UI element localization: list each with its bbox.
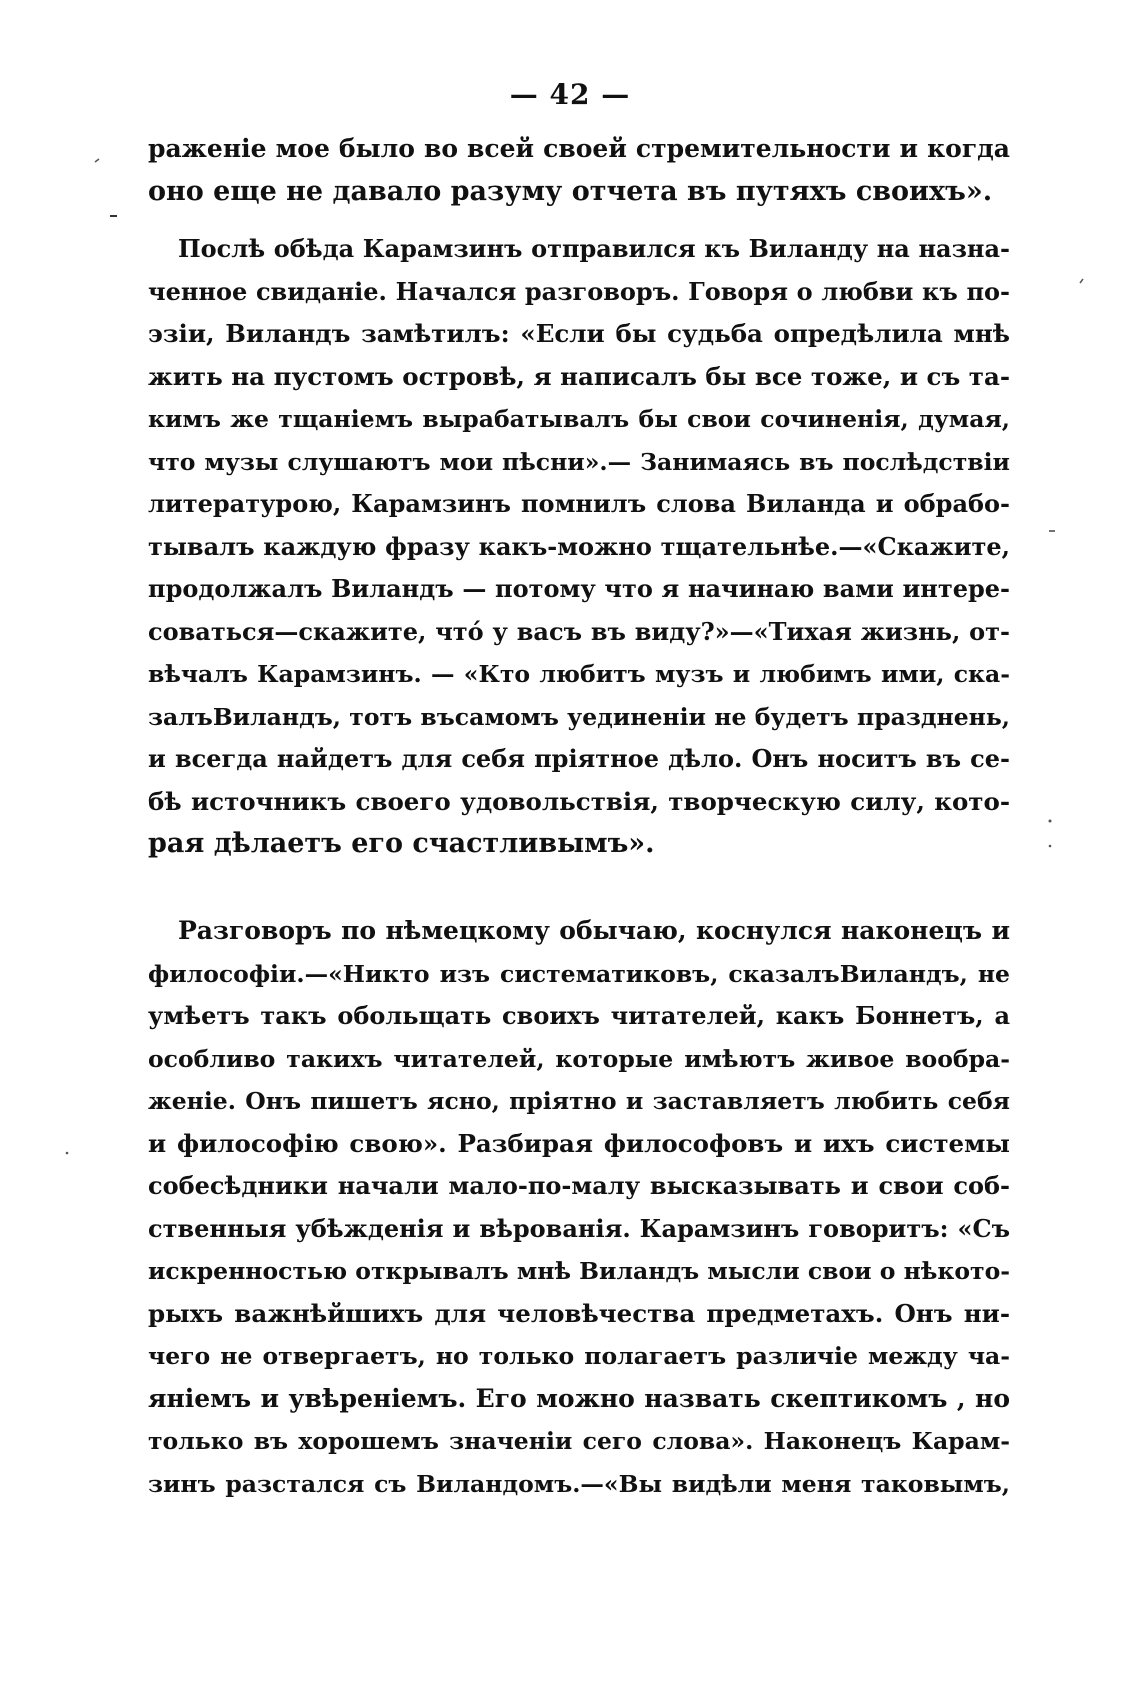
speck <box>66 1152 69 1155</box>
speck <box>95 159 99 162</box>
text-line: только въ хорошемъ значеніи сего слова». Наконецъ Карам- <box>148 1427 1010 1455</box>
text-line: оно еще не давало разуму отчета въ путяхъ своихъ». <box>148 175 993 207</box>
text-line: философіи.—«Никто изъ систематиковъ, сказалъВиландъ, не <box>148 959 1010 988</box>
text-line: и всегда найдетъ для себя пріятное дѣло. Онъ носитъ въ се- <box>148 744 1010 773</box>
text-line: рыхъ важнѣйшихъ для человѣчества предметахъ. Онъ ни- <box>148 1298 1010 1328</box>
text-line: ственныя убѣжденія и вѣрованія. Карамзинъ говоритъ: «Съ <box>148 1213 1010 1243</box>
text-line: искренностью открывалъ мнѣ Виландъ мысли свои о нѣкото- <box>148 1257 1010 1285</box>
speck <box>1049 845 1052 848</box>
paragraph-1 <box>148 128 1010 213</box>
text-line: яніемъ и увѣреніемъ. Его можно назвать скептикомъ , но <box>148 1383 1010 1413</box>
text-line: чего не отвергаетъ, но только полагаетъ различіе между ча- <box>148 1342 1010 1370</box>
text-line: жить на пустомъ островѣ, я написалъ бы все тоже, и съ та- <box>148 361 1010 391</box>
text-line: и философію свою». Разбирая философовъ и ихъ системы <box>148 1128 1010 1158</box>
text-line: тывалъ каждую фразу какъ-можно тщательнѣе.—«Скажите, <box>148 531 1010 561</box>
text-line: соваться—скажите, что́ у васъ въ виду?»—«Тихая жизнь, от- <box>148 616 1010 646</box>
text-line: бѣ источникъ своего удовольствія, творческую силу, кото- <box>148 786 1010 816</box>
text-line: собесѣдники начали мало-по-малу высказывать и свои соб- <box>148 1171 1010 1200</box>
text-line: продолжалъ Виландъ — потому что я начинаю вами интере- <box>148 574 1010 603</box>
page-number: — 42 — <box>509 78 631 111</box>
paragraph-3 <box>148 910 1010 1505</box>
text-line: раженіе мое было во всей своей стремительности и когда <box>148 134 1010 163</box>
text-line: литературою, Карамзинъ помнилъ слова Виланда и обрабо- <box>148 489 1010 518</box>
text-line: кимъ же тщаніемъ вырабатывалъ бы свои сочиненія, думая, <box>148 405 1010 433</box>
text-line: ченное свиданіе. Начался разговоръ. Говоря о любви къ по- <box>148 276 1010 306</box>
text-line: особливо такихъ читателей, которые имѣютъ живое вообра- <box>148 1044 1010 1073</box>
text-line: Разговоръ по нѣмецкому обычаю, коснулся наконецъ и <box>178 916 1010 945</box>
text-line: вѣчалъ Карамзинъ. — «Кто любитъ музъ и любимъ ими, ска- <box>148 660 1010 688</box>
text-line: залъВиландъ, тотъ въсамомъ уединеніи не будетъ празднень, <box>148 702 1010 731</box>
text-line: умѣетъ такъ обольщать своихъ читателей, какъ Боннетъ, а <box>148 1001 1010 1030</box>
text-line: рая дѣлаетъ его счастливымъ». <box>148 828 655 859</box>
paragraph-2 <box>148 228 1010 866</box>
text-line: Послѣ обѣда Карамзинъ отправился къ Виланду на назна- <box>178 234 1010 263</box>
text-line: зинъ разстался съ Виландомъ.—«Вы видѣли меня таковымъ, <box>148 1469 1010 1498</box>
speck <box>1049 820 1052 823</box>
text-line: женіе. Онъ пишетъ ясно, пріятно и заставляетъ любить себя <box>148 1087 1010 1115</box>
text-line: что музы слушаютъ мои пѣсни».— Занимаясь въ послѣдствіи <box>148 447 1010 476</box>
speck <box>1080 279 1083 283</box>
text-line: эзіи, Виландъ замѣтилъ: «Если бы судьба опредѣлила мнѣ <box>148 319 1010 348</box>
